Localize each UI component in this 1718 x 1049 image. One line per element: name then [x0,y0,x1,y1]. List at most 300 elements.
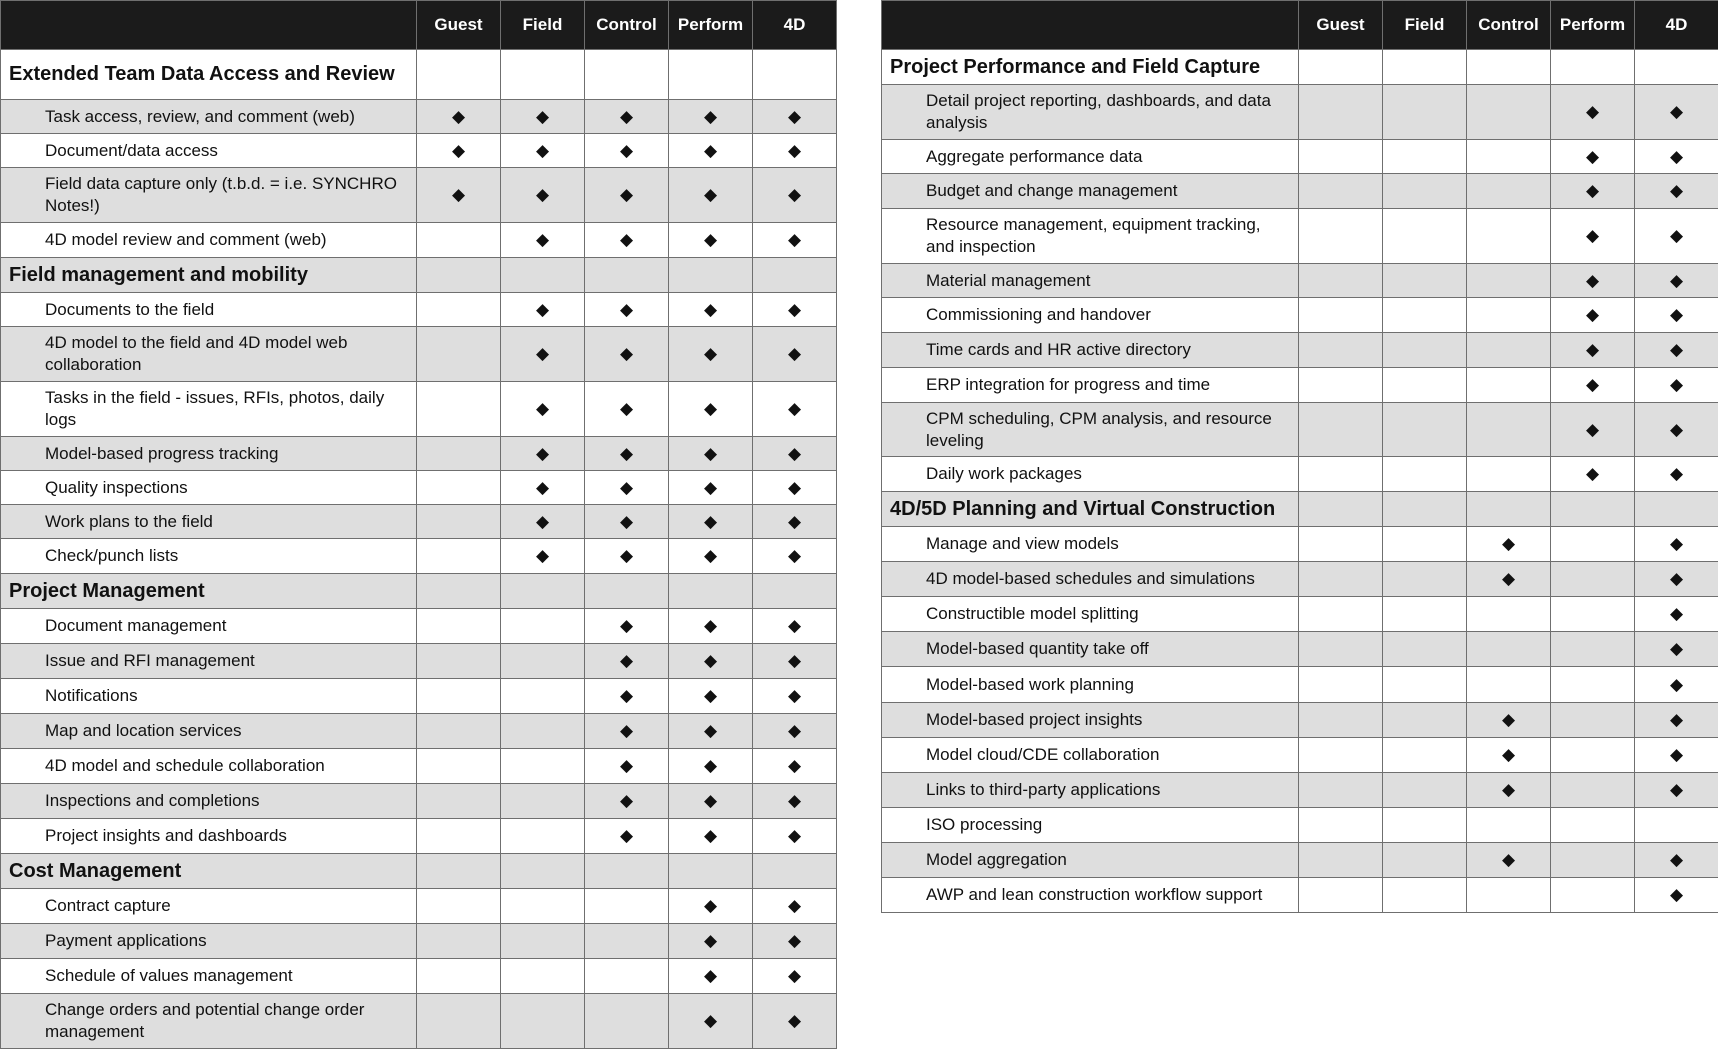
empty-cell-guest [417,994,501,1049]
diamond-icon: ◆ [704,896,717,915]
diamond-icon: ◆ [620,651,633,670]
column-header-4d: 4D [1635,1,1718,50]
feature-row [1,924,837,959]
diamond-icon: ◆ [788,651,801,670]
diamond-icon: ◆ [620,344,633,363]
column-header-4d: 4D [753,1,837,50]
diamond-icon: ◆ [704,107,717,126]
empty-cell-control [1467,403,1551,457]
included-marker-field [501,437,585,471]
feature-row [1,609,837,644]
feature-row [1,714,837,749]
feature-row [882,209,1718,264]
diamond-icon: ◆ [1586,375,1599,394]
included-marker-perform [669,223,753,258]
empty-cell-field [1383,264,1467,298]
feature-row [1,134,837,168]
diamond-icon: ◆ [620,826,633,845]
included-marker-control [585,223,669,258]
section-header-row [1,574,837,609]
empty-cell-field [1383,140,1467,174]
included-marker-4d [1635,368,1718,403]
section-title: Field management and mobility [1,258,417,293]
diamond-icon: ◆ [788,1011,801,1030]
diamond-icon: ◆ [1586,181,1599,200]
feature-label: Document/data access [1,134,417,168]
empty-cell-field [1383,85,1467,140]
diamond-icon: ◆ [620,399,633,418]
included-marker-perform [669,100,753,134]
empty-cell-field [501,574,585,609]
empty-cell-4d [753,50,837,100]
feature-label: AWP and lean construction workflow support [882,878,1299,913]
feature-label: Work plans to the field [1,505,417,539]
empty-cell-control [1467,667,1551,703]
diamond-icon: ◆ [1670,569,1683,588]
diamond-icon: ◆ [536,300,549,319]
empty-cell-field [1383,298,1467,333]
included-marker-perform [1551,264,1635,298]
empty-cell-guest [1299,50,1383,85]
empty-cell-4d [753,854,837,889]
diamond-icon: ◆ [704,141,717,160]
feature-label: Field data capture only (t.b.d. = i.e. SYNCHRO Notes!) [1,168,417,223]
included-marker-perform [669,994,753,1049]
feature-row [882,333,1718,368]
section-title: 4D/5D Planning and Virtual Construction [882,492,1299,527]
included-marker-4d [1635,457,1718,492]
feature-label: Model-based work planning [882,667,1299,703]
included-marker-4d [753,471,837,505]
diamond-icon: ◆ [1502,569,1515,588]
diamond-icon: ◆ [536,185,549,204]
included-marker-perform [669,382,753,437]
feature-row [882,527,1718,562]
empty-cell-guest [1299,457,1383,492]
empty-cell-perform [1551,562,1635,597]
diamond-icon: ◆ [1502,534,1515,553]
diamond-icon: ◆ [788,300,801,319]
feature-row [882,368,1718,403]
diamond-icon: ◆ [788,512,801,531]
included-marker-perform [1551,403,1635,457]
included-marker-4d [753,644,837,679]
diamond-icon: ◆ [704,721,717,740]
diamond-icon: ◆ [1586,147,1599,166]
section-title: Project Management [1,574,417,609]
included-marker-control [1467,773,1551,808]
included-marker-4d [1635,298,1718,333]
empty-cell-guest [417,819,501,854]
feature-row [1,223,837,258]
feature-row [1,539,837,574]
feature-row [1,959,837,994]
included-marker-4d [1635,85,1718,140]
diamond-icon: ◆ [452,141,465,160]
included-marker-4d [753,609,837,644]
included-marker-4d [1635,703,1718,738]
diamond-icon: ◆ [452,185,465,204]
empty-cell-guest [1299,843,1383,878]
diamond-icon: ◆ [788,141,801,160]
included-marker-4d [753,784,837,819]
empty-cell-guest [1299,209,1383,264]
empty-cell-field [501,609,585,644]
included-marker-control [585,714,669,749]
diamond-icon: ◆ [1670,710,1683,729]
included-marker-control [1467,562,1551,597]
diamond-icon: ◆ [1670,464,1683,483]
included-marker-perform [669,644,753,679]
diamond-icon: ◆ [1670,745,1683,764]
included-marker-perform [669,679,753,714]
included-marker-4d [1635,843,1718,878]
empty-cell-control [1467,85,1551,140]
empty-cell-perform [669,50,753,100]
diamond-icon: ◆ [788,896,801,915]
column-header-guest: Guest [1299,1,1383,50]
empty-cell-field [1383,333,1467,368]
section-header-row [1,854,837,889]
empty-cell-control [1467,492,1551,527]
included-marker-4d [753,327,837,382]
diamond-icon: ◆ [536,141,549,160]
empty-cell-control [1467,368,1551,403]
included-marker-4d [1635,738,1718,773]
included-marker-perform [1551,298,1635,333]
included-marker-perform [1551,140,1635,174]
empty-cell-field [1383,492,1467,527]
column-header-perform: Perform [1551,1,1635,50]
empty-cell-guest [417,924,501,959]
empty-cell-guest [417,437,501,471]
included-marker-4d [1635,174,1718,209]
empty-cell-guest [1299,562,1383,597]
empty-cell-guest [1299,773,1383,808]
included-marker-field [501,223,585,258]
included-marker-4d [1635,209,1718,264]
empty-cell-guest [417,644,501,679]
feature-row [882,264,1718,298]
empty-cell-control [585,994,669,1049]
included-marker-4d [753,382,837,437]
empty-cell-field [501,959,585,994]
empty-cell-guest [1299,85,1383,140]
column-header-field: Field [501,1,585,50]
empty-cell-guest [1299,298,1383,333]
empty-cell-control [1467,50,1551,85]
included-marker-perform [1551,85,1635,140]
feature-row [882,667,1718,703]
included-marker-4d [753,749,837,784]
empty-cell-perform [1551,667,1635,703]
diamond-icon: ◆ [788,546,801,565]
diamond-icon: ◆ [1670,102,1683,121]
included-marker-control [585,471,669,505]
included-marker-4d [1635,773,1718,808]
empty-cell-control [1467,632,1551,667]
empty-cell-perform [1551,773,1635,808]
empty-cell-guest [417,749,501,784]
column-header-control: Control [585,1,669,50]
section-header-row [882,50,1718,85]
diamond-icon: ◆ [1586,464,1599,483]
section-header-row [1,258,837,293]
diamond-icon: ◆ [704,826,717,845]
empty-cell-guest [417,471,501,505]
included-marker-4d [1635,333,1718,368]
feature-row [882,632,1718,667]
diamond-icon: ◆ [620,300,633,319]
diamond-icon: ◆ [788,444,801,463]
included-marker-4d [753,100,837,134]
empty-cell-field [1383,174,1467,209]
included-marker-4d [753,293,837,327]
empty-cell-field [501,889,585,924]
empty-cell-field [501,854,585,889]
empty-cell-perform [1551,597,1635,632]
included-marker-control [1467,527,1551,562]
empty-cell-field [1383,597,1467,632]
empty-cell-perform [1551,527,1635,562]
included-marker-field [501,134,585,168]
included-marker-field [501,168,585,223]
diamond-icon: ◆ [1670,534,1683,553]
included-marker-control [1467,843,1551,878]
empty-cell-guest [417,382,501,437]
included-marker-control [585,134,669,168]
empty-cell-field [501,50,585,100]
feature-label: Budget and change management [882,174,1299,209]
empty-cell-field [501,784,585,819]
empty-cell-guest [1299,808,1383,843]
empty-cell-control [1467,333,1551,368]
empty-cell-field [501,924,585,959]
empty-cell-guest [1299,333,1383,368]
section-title: Project Performance and Field Capture [882,50,1299,85]
empty-cell-4d [1635,808,1718,843]
diamond-icon: ◆ [536,344,549,363]
empty-cell-perform [1551,878,1635,913]
diamond-icon: ◆ [1586,271,1599,290]
empty-cell-guest [417,959,501,994]
feature-label: Model-based project insights [882,703,1299,738]
empty-cell-field [1383,368,1467,403]
diamond-icon: ◆ [788,185,801,204]
feature-label: Links to third-party applications [882,773,1299,808]
empty-cell-guest [417,679,501,714]
diamond-icon: ◆ [620,791,633,810]
empty-cell-control [1467,174,1551,209]
diamond-icon: ◆ [620,230,633,249]
diamond-icon: ◆ [452,107,465,126]
feature-row [1,679,837,714]
diamond-icon: ◆ [704,444,717,463]
diamond-icon: ◆ [788,399,801,418]
empty-cell-perform [1551,843,1635,878]
diamond-icon: ◆ [536,478,549,497]
empty-cell-perform [1551,50,1635,85]
diamond-icon: ◆ [704,616,717,635]
diamond-icon: ◆ [704,791,717,810]
diamond-icon: ◆ [788,756,801,775]
diamond-icon: ◆ [536,512,549,531]
diamond-icon: ◆ [788,966,801,985]
section-title: Extended Team Data Access and Review [1,50,417,100]
included-marker-field [501,100,585,134]
empty-cell-field [1383,457,1467,492]
included-marker-4d [753,539,837,574]
empty-cell-field [501,994,585,1049]
feature-label: Manage and view models [882,527,1299,562]
empty-cell-guest [1299,738,1383,773]
empty-cell-guest [417,889,501,924]
diamond-icon: ◆ [704,966,717,985]
empty-cell-perform [669,258,753,293]
feature-label: Task access, review, and comment (web) [1,100,417,134]
diamond-icon: ◆ [1670,639,1683,658]
diamond-icon: ◆ [1586,420,1599,439]
included-marker-field [501,293,585,327]
feature-label: Model-based progress tracking [1,437,417,471]
empty-cell-field [1383,403,1467,457]
included-marker-control [585,505,669,539]
included-marker-control [585,539,669,574]
feature-label: Check/punch lists [1,539,417,574]
included-marker-4d [753,959,837,994]
included-marker-control [585,437,669,471]
feature-label: Payment applications [1,924,417,959]
empty-cell-field [1383,562,1467,597]
diamond-icon: ◆ [704,344,717,363]
diamond-icon: ◆ [788,791,801,810]
diamond-icon: ◆ [704,185,717,204]
empty-cell-field [501,819,585,854]
feature-row [1,505,837,539]
feature-label: Aggregate performance data [882,140,1299,174]
included-marker-field [501,327,585,382]
diamond-icon: ◆ [1670,675,1683,694]
included-marker-perform [669,168,753,223]
empty-cell-field [1383,878,1467,913]
feature-label: Time cards and HR active directory [882,333,1299,368]
empty-cell-field [501,714,585,749]
feature-row [882,703,1718,738]
included-marker-4d [753,924,837,959]
diamond-icon: ◆ [536,444,549,463]
empty-cell-guest [417,714,501,749]
left-table-body [1,50,837,1049]
empty-cell-control [1467,264,1551,298]
included-marker-4d [753,437,837,471]
empty-cell-4d [753,258,837,293]
feature-row [1,819,837,854]
empty-cell-control [585,258,669,293]
feature-label: ERP integration for progress and time [882,368,1299,403]
empty-cell-guest [1299,597,1383,632]
empty-cell-field [501,749,585,784]
empty-cell-perform [1551,492,1635,527]
empty-cell-control [585,854,669,889]
feature-label: 4D model-based schedules and simulations [882,562,1299,597]
empty-cell-guest [417,784,501,819]
included-marker-control [585,382,669,437]
column-header-guest: Guest [417,1,501,50]
section-header-row [1,50,837,100]
empty-cell-field [1383,632,1467,667]
empty-cell-guest [417,539,501,574]
empty-cell-guest [417,609,501,644]
diamond-icon: ◆ [620,756,633,775]
feature-label: Resource management, equipment tracking, and inspection [882,209,1299,264]
empty-cell-field [1383,738,1467,773]
empty-cell-field [501,258,585,293]
included-marker-perform [669,784,753,819]
feature-row [882,403,1718,457]
diamond-icon: ◆ [1670,181,1683,200]
empty-cell-control [1467,457,1551,492]
feature-label: 4D model review and comment (web) [1,223,417,258]
feature-label: Constructible model splitting [882,597,1299,632]
feature-row [1,327,837,382]
included-marker-field [501,382,585,437]
diamond-icon: ◆ [620,185,633,204]
diamond-icon: ◆ [1670,305,1683,324]
feature-row [882,140,1718,174]
feature-row [1,293,837,327]
empty-cell-guest [1299,368,1383,403]
feature-label: Inspections and completions [1,784,417,819]
empty-cell-guest [1299,527,1383,562]
diamond-icon: ◆ [704,478,717,497]
empty-cell-control [585,889,669,924]
feature-label: Detail project reporting, dashboards, and data analysis [882,85,1299,140]
feature-label: Project insights and dashboards [1,819,417,854]
empty-cell-control [585,959,669,994]
feature-row [882,878,1718,913]
column-header-field: Field [1383,1,1467,50]
diamond-icon: ◆ [620,546,633,565]
feature-row [1,784,837,819]
included-marker-perform [1551,333,1635,368]
diamond-icon: ◆ [1670,850,1683,869]
empty-cell-guest [1299,492,1383,527]
included-marker-control [585,609,669,644]
included-marker-perform [669,437,753,471]
empty-cell-guest [417,50,501,100]
empty-cell-field [1383,667,1467,703]
included-marker-perform [669,134,753,168]
included-marker-4d [1635,667,1718,703]
empty-cell-field [1383,808,1467,843]
diamond-icon: ◆ [620,107,633,126]
diamond-icon: ◆ [1670,780,1683,799]
included-marker-4d [753,714,837,749]
diamond-icon: ◆ [788,107,801,126]
included-marker-control [585,679,669,714]
diamond-icon: ◆ [1670,226,1683,245]
empty-cell-control [1467,209,1551,264]
diamond-icon: ◆ [536,546,549,565]
diamond-icon: ◆ [536,399,549,418]
header-blank-cell [882,1,1299,50]
diamond-icon: ◆ [788,826,801,845]
diamond-icon: ◆ [1670,147,1683,166]
empty-cell-field [1383,843,1467,878]
empty-cell-perform [669,854,753,889]
included-marker-4d [1635,527,1718,562]
feature-label: Tasks in the field - issues, RFIs, photos, daily logs [1,382,417,437]
